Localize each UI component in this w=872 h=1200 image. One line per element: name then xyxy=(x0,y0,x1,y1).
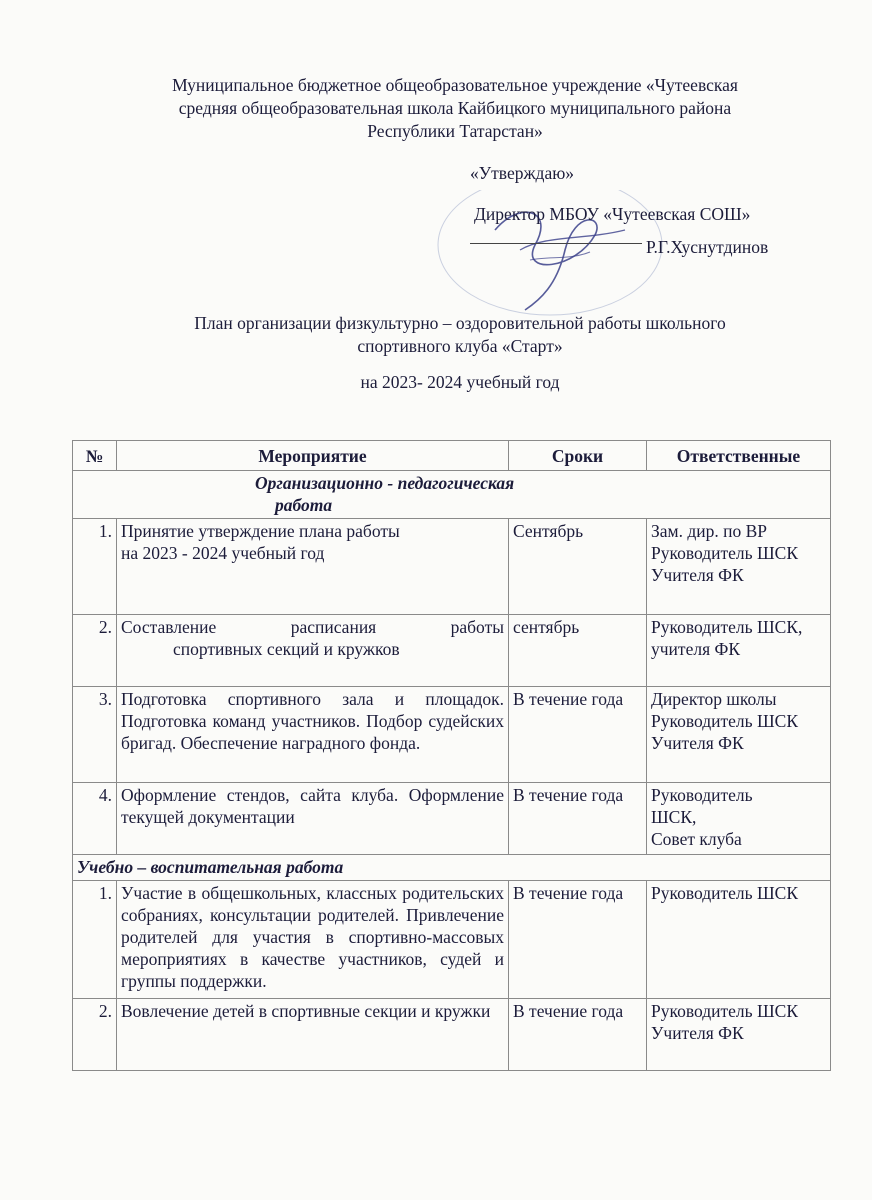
plan-title xyxy=(100,312,820,358)
section-title-educational: Учебно – воспитательная работа xyxy=(73,855,831,881)
plan-year: на 2023- 2024 учебный год xyxy=(360,372,560,392)
row-num: 3. xyxy=(73,687,117,783)
row-event: Участие в общешкольных, классных родительских собраниях, консультации родителей. Привлечение родителей для участия в спортивно-массовых мероприятиях в качестве участников, судей и группы поддержки. xyxy=(117,881,509,999)
row-responsible-line: Совет клуба xyxy=(651,829,742,849)
row-responsible: Зам. дир. по ВР Руководитель ШСК Учителя ФК xyxy=(647,519,831,615)
row-event xyxy=(117,519,509,615)
row-term: сентябрь xyxy=(509,615,647,687)
table-row xyxy=(73,519,831,615)
director-name: Р.Г.Хуснутдинов xyxy=(646,237,769,257)
table-row xyxy=(73,615,831,687)
row-term: Сентябрь xyxy=(509,519,647,615)
org-line-3: Республики Татарстан» xyxy=(367,121,543,141)
table-row xyxy=(73,783,831,855)
row-responsible: Руководитель ШСК Учителя ФК xyxy=(647,999,831,1071)
header-event: Мероприятие xyxy=(117,441,509,471)
section-row xyxy=(73,471,831,519)
row-num: 2. xyxy=(73,999,117,1071)
table-header-row xyxy=(73,441,831,471)
row-responsible-line: ШСК, xyxy=(651,807,697,827)
row-num: 4. xyxy=(73,783,117,855)
row-event: Оформление стендов, сайта клуба. Оформление текущей документации xyxy=(117,783,509,855)
row-event-line: спортивных секций и кружков xyxy=(173,639,400,659)
organization-header xyxy=(90,74,820,143)
org-line-2: средняя общеобразовательная школа Кайбицкого муниципального района xyxy=(178,98,732,118)
table-row xyxy=(73,881,831,999)
row-responsible: Руководитель ШСК, учителя ФК xyxy=(647,615,831,687)
row-event-line: на 2023 - 2024 учебный год xyxy=(121,543,325,563)
signature-line xyxy=(470,243,642,244)
org-line-1: Муниципальное бюджетное общеобразовательное учреждение «Чутеевская xyxy=(172,75,738,95)
header-num: № xyxy=(73,441,117,471)
section-title-line-1: Организационно - педагогическая xyxy=(255,473,515,493)
plan-table xyxy=(72,440,831,1071)
row-event-line: Принятие утверждение плана работы xyxy=(121,521,400,541)
header-term: Сроки xyxy=(509,441,647,471)
row-responsible xyxy=(647,783,831,855)
row-term: В течение года xyxy=(509,999,647,1071)
row-event-line: Составление расписания работы xyxy=(121,617,504,637)
row-event: Подготовка спортивного зала и площадок. Подготовка команд участников. Подбор судейских бригад. Обеспечение наградного фонда. xyxy=(117,687,509,783)
row-num: 1. xyxy=(73,881,117,999)
header-responsible: Ответственные xyxy=(647,441,831,471)
table-row xyxy=(73,687,831,783)
section-title-line-2: работа xyxy=(275,495,333,515)
section-title-organizational xyxy=(73,471,831,519)
section-row xyxy=(73,855,831,881)
row-term: В течение года xyxy=(509,783,647,855)
row-num: 2. xyxy=(73,615,117,687)
row-num: 1. xyxy=(73,519,117,615)
row-responsible-line: Руководитель xyxy=(651,785,753,805)
approval-title: «Утверждаю» xyxy=(470,163,575,183)
row-event: Вовлечение детей в спортивные секции и кружки xyxy=(117,999,509,1071)
row-term: В течение года xyxy=(509,881,647,999)
plan-title-line-2: спортивного клуба «Старт» xyxy=(357,336,563,356)
approval-position: Директор МБОУ «Чутеевская СОШ» xyxy=(474,204,751,224)
row-term: В течение года xyxy=(509,687,647,783)
row-responsible: Директор школы Руководитель ШСК Учителя ФК xyxy=(647,687,831,783)
row-event xyxy=(117,615,509,687)
plan-title-line-1: План организации физкультурно – оздоровительной работы школьного xyxy=(194,313,726,333)
table-row xyxy=(73,999,831,1071)
row-responsible: Руководитель ШСК xyxy=(647,881,831,999)
